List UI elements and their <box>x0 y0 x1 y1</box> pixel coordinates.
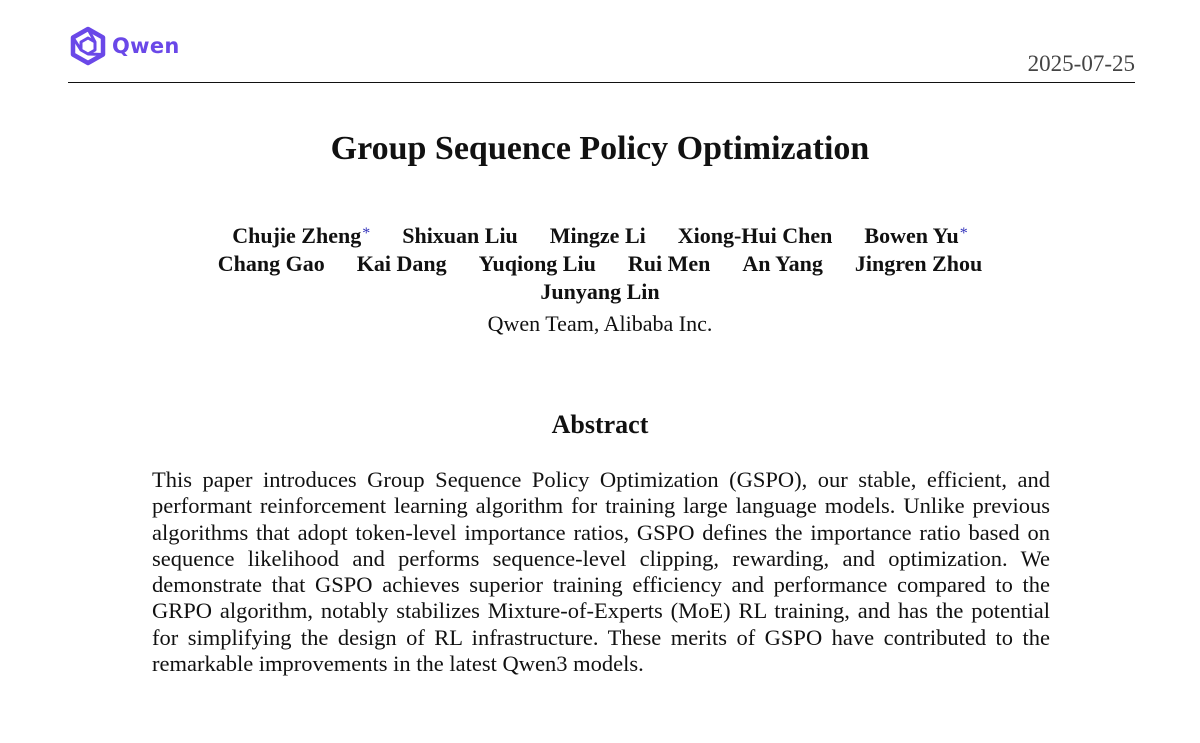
publication-date: 2025-07-25 <box>1027 51 1135 76</box>
abstract-heading: Abstract <box>551 410 649 439</box>
qwen-logo <box>68 26 180 66</box>
abstract-text: This paper introduces Group Sequence Policy Optimization (GSPO), our stable, efficient, and performant reinforcement learning algorithm for training large language models. Unlike previous algorithms that adopt token-level importance ratios, GSPO defines the importance ratio based on sequence likelihood and performs sequence-level clipping, rewarding, and optimization. We demonstrate that GSPO achieves superior training efficiency and performance compared to the GRPO algorithm, notably stabilizes Mixture-of-Experts (MoE) RL training, and has the potential for simplifying the design of RL infrastructure. These merits of GSPO have contributed to the remarkable improvements in the latest Qwen3 models. <box>152 467 1050 677</box>
header-rule <box>68 82 1135 83</box>
author-name <box>550 222 646 250</box>
author-name <box>628 250 711 278</box>
affiliation: Qwen Team, Alibaba Inc. <box>487 311 713 336</box>
author-name <box>540 278 659 306</box>
paper-title: Group Sequence Policy Optimization <box>330 130 870 167</box>
author-name <box>855 250 982 278</box>
author-row <box>0 222 1200 250</box>
author-name-text: Rui Men <box>627 251 711 276</box>
author-name-text: Kai Dang <box>356 251 447 276</box>
author-row <box>0 278 1200 306</box>
author-name <box>742 250 823 278</box>
author-name-text: Yuqiong Liu <box>478 251 596 276</box>
author-name-text: Junyang Lin <box>540 279 660 304</box>
author-name <box>232 222 370 250</box>
author-name-text: Chujie Zheng <box>232 223 362 248</box>
author-name-text: Mingze Li <box>549 223 646 248</box>
equal-contribution-mark: * <box>959 225 968 242</box>
author-name-text: An Yang <box>742 251 823 276</box>
author-row <box>0 250 1200 278</box>
author-name-text: Shixuan Liu <box>402 223 518 248</box>
author-name <box>678 222 833 250</box>
author-name-text: Xiong-Hui Chen <box>677 223 833 248</box>
qwen-logo-icon <box>68 26 108 66</box>
author-name <box>479 250 596 278</box>
author-name <box>402 222 518 250</box>
author-name-text: Jingren Zhou <box>854 251 983 276</box>
author-name <box>357 250 447 278</box>
author-name-text: Bowen Yu <box>864 223 959 248</box>
author-name-text: Chang Gao <box>217 251 325 276</box>
equal-contribution-mark: * <box>362 225 371 242</box>
logo-text: Qwen <box>112 34 180 58</box>
author-name <box>218 250 325 278</box>
author-name <box>864 222 967 250</box>
author-list <box>0 222 1200 306</box>
